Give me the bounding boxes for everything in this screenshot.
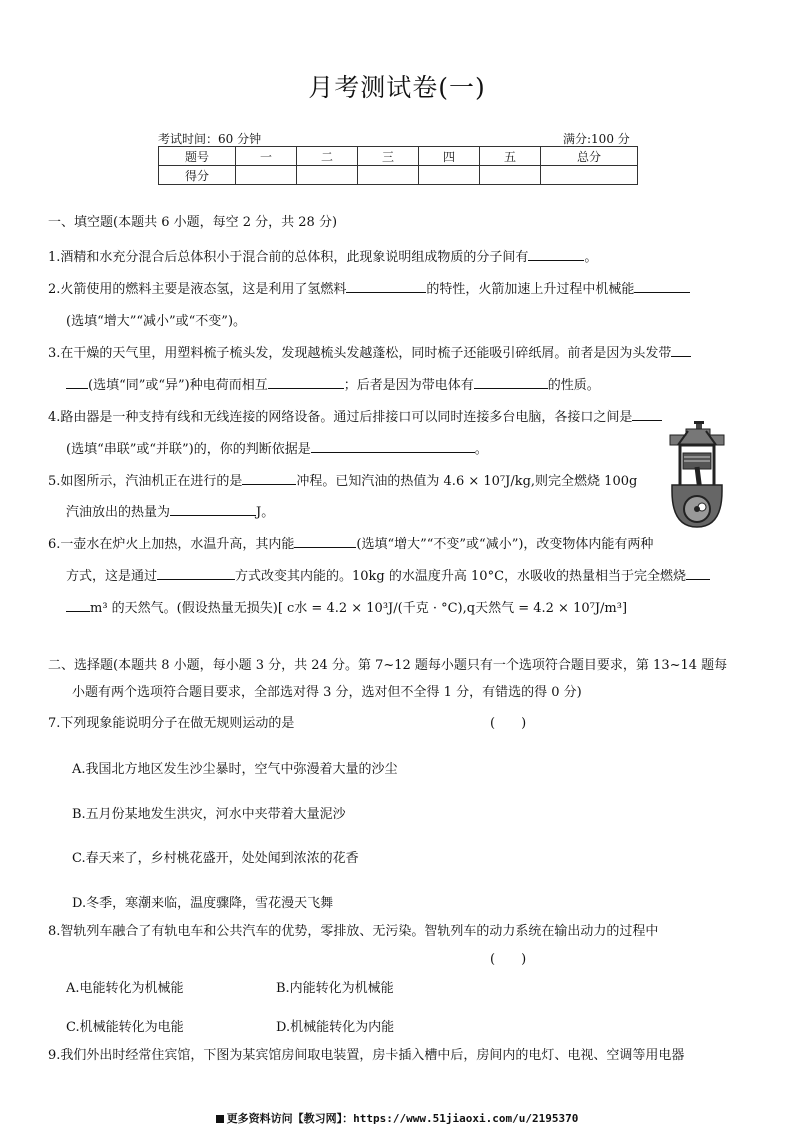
q4-text-c: 。 — [474, 442, 488, 457]
q3-text-b: (选填“同”或“异”)种电荷而相互 — [88, 378, 268, 393]
page-title: 月考测试卷(一) — [308, 73, 486, 102]
question-4 — [48, 406, 662, 425]
score-table-header-row — [159, 147, 638, 166]
section-fill-heading: 一、填空题(本题共 6 小题，每空 2 分，共 28 分) — [48, 215, 338, 230]
q7-option-d: D.冬季，寒潮来临，温度骤降，雪花漫天飞舞 — [72, 896, 334, 911]
q5-text-d: J。 — [256, 505, 275, 520]
q2-text-b: 的特性，火箭加速上升过程中机械能 — [426, 282, 635, 297]
q7-option-a: A.我国北方地区发生沙尘暴时，空气中弥漫着大量的沙尘 — [72, 762, 398, 777]
gasoline-engine-figure — [666, 421, 728, 529]
question-5 — [48, 470, 637, 489]
q4-text-a: 4.路由器是一种支持有线和无线连接的网络设备。通过后排接口可以同时连接多台电脑，各接口之间是 — [48, 410, 633, 425]
answer-blank — [66, 376, 88, 389]
q6-text-d: 方式改变其内能的。10kg 的水温度升高 10°C，水吸收的热量相当于完全燃烧 — [235, 569, 687, 584]
question-4-line-2 — [66, 438, 488, 457]
score-header-cell: 五 — [480, 147, 541, 166]
q6-text-b: (选填“增大”“不变”或“减小”)，改变物体内能有两种 — [356, 537, 654, 552]
answer-blank — [170, 503, 256, 516]
q5-text-b: 冲程。已知汽油的热值为 4.6 × 10⁷J/kg,则完全燃烧 100g — [296, 474, 638, 489]
answer-blank — [632, 408, 662, 421]
q9-stem: 9.我们外出时经常住宾馆，下图为某宾馆房间取电装置，房卡插入槽中后，房间内的电灯、电视、空调等用电器 — [48, 1048, 685, 1063]
q8-option-d: D.机械能转化为内能 — [276, 1020, 395, 1035]
q6-text-e: m³ 的天然气。(假设热量无损失)[ c水 = 4.2 × 10³J/(千克 · °C),q天然气 = 4.2 × 10⁷J/m³] — [90, 601, 628, 616]
q1-end: 。 — [584, 250, 598, 265]
q8-option-a: A.电能转化为机械能 — [66, 981, 184, 996]
answer-blank — [474, 376, 548, 389]
q3-text-a: 3.在干燥的天气里，用塑料梳子梳头发，发现越梳头发越蓬松，同时梳子还能吸引碎纸屑。前者是因为头发带 — [48, 346, 672, 361]
q8-stem: 8.智轨列车融合了有轨电车和公共汽车的优势，零排放、无污染。智轨列车的动力系统在输出动力的过程中 — [48, 924, 659, 939]
score-cell — [297, 166, 358, 185]
q7-answer-parens: ( ) — [490, 716, 527, 731]
score-table — [158, 146, 638, 185]
q7-option-b: B.五月份某地发生洪灾，河水中夹带着大量泥沙 — [72, 807, 346, 822]
answer-blank — [311, 440, 475, 453]
q3-text-d: 的性质。 — [547, 378, 600, 393]
score-header-cell: 一 — [236, 147, 297, 166]
answer-blank — [346, 280, 426, 293]
q5-text-a: 5.如图所示，汽油机正在进行的是 — [48, 474, 243, 489]
section-choice-heading: 二、选择题(本题共 8 小题，每小题 3 分，共 24 分。第 7~12 题每小题只有一个选项符合题目要求，第 13~14 题每 — [48, 658, 728, 673]
q1-text: 1.酒精和水充分混合后总体积小于混合前的总体积，此现象说明组成物质的分子间有 — [48, 250, 529, 265]
answer-blank — [686, 567, 710, 580]
footer-text[interactable]: 更多资料访问【教习网】：https://www.51jiaoxi.com/u/2195370 — [226, 1112, 579, 1125]
flag-icon — [216, 1115, 224, 1123]
section-choice-heading-line-2: 小题有两个选项符合题目要求，全部选对得 3 分，选对但不全得 1 分，有错选的得 0 分) — [72, 685, 582, 700]
question-3 — [48, 342, 691, 361]
question-3-line-2 — [66, 374, 600, 393]
q4-text-b: (选填“串联”或“并联”)的，你的判断依据是 — [66, 442, 311, 457]
question-6 — [48, 533, 653, 552]
answer-blank — [157, 567, 235, 580]
score-table-score-row — [159, 166, 638, 185]
score-header-cell: 题号 — [159, 147, 236, 166]
q6-text-c: 方式，这是通过 — [66, 569, 158, 584]
q6-text-a: 6.一壶水在炉火上加热，水温升高，其内能 — [48, 537, 295, 552]
q7-stem: 7.下列现象能说明分子在做无规则运动的是 — [48, 716, 295, 731]
answer-blank — [242, 472, 296, 485]
score-cell — [480, 166, 541, 185]
answer-blank — [268, 376, 344, 389]
q2-text-c: (选填“增大”“减小”或“不变”)。 — [66, 314, 247, 329]
question-2 — [48, 278, 690, 297]
score-header-cell: 三 — [358, 147, 419, 166]
answer-blank — [528, 248, 584, 261]
exam-time: 考试时间：60 分钟 — [158, 132, 262, 146]
answer-blank — [294, 535, 356, 548]
answer-blank — [671, 344, 691, 357]
score-cell — [419, 166, 480, 185]
q5-text-c: 汽油放出的热量为 — [66, 505, 171, 520]
question-1 — [48, 246, 597, 265]
score-cell — [236, 166, 297, 185]
score-cell — [358, 166, 419, 185]
score-header-cell: 四 — [419, 147, 480, 166]
score-cell — [541, 166, 638, 185]
score-header-cell: 总分 — [541, 147, 638, 166]
q8-answer-parens: ( ) — [490, 952, 527, 967]
q7-option-c: C.春天来了，乡村桃花盛开，处处闻到浓浓的花香 — [72, 851, 359, 866]
score-row-label: 得分 — [159, 166, 236, 185]
full-score: 满分:100 分 — [563, 132, 630, 146]
q2-text-a: 2.火箭使用的燃料主要是液态氢，这是利用了氢燃料 — [48, 282, 347, 297]
q8-option-c: C.机械能转化为电能 — [66, 1020, 184, 1035]
answer-blank — [66, 599, 90, 612]
q3-text-c: ；后者是因为带电体有 — [343, 378, 474, 393]
question-6-line-3 — [66, 597, 627, 616]
question-6-line-2 — [66, 565, 710, 584]
answer-blank — [634, 280, 690, 293]
score-header-cell: 二 — [297, 147, 358, 166]
question-5-line-2 — [66, 501, 274, 520]
q8-option-b: B.内能转化为机械能 — [276, 981, 394, 996]
